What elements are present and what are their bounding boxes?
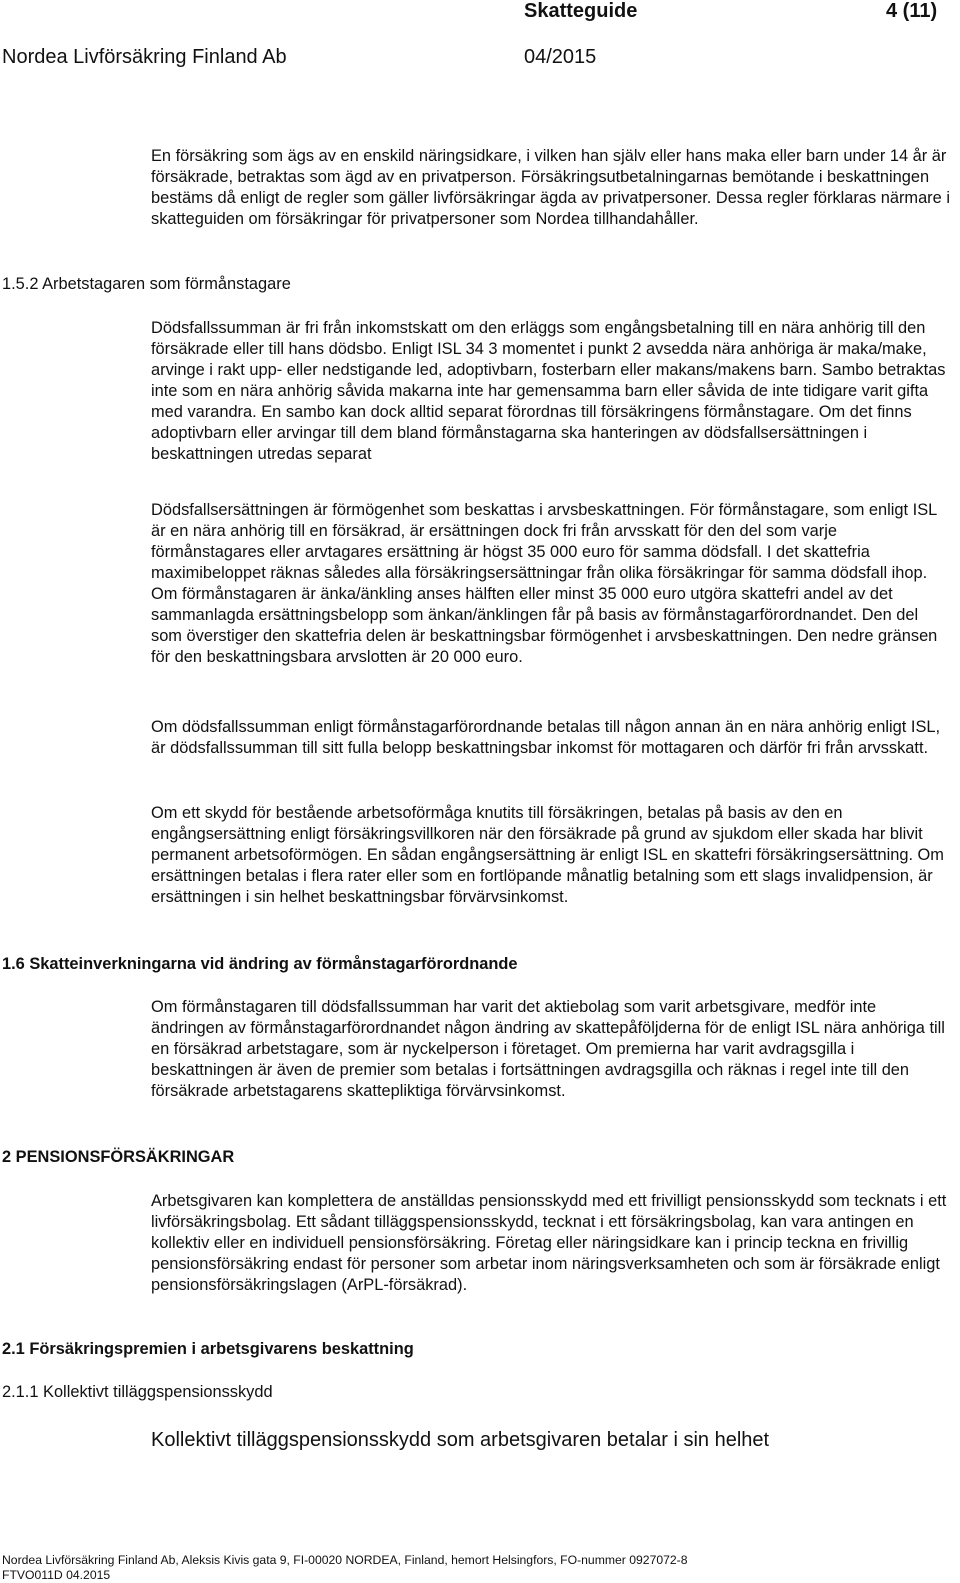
header-title: Skatteguide (524, 0, 638, 22)
heading-2-1-1: 2.1.1 Kollektivt tilläggspensionsskydd (2, 1383, 273, 1401)
paragraph-intro: En försäkring som ägs av en enskild näringsidkare, i vilken han själv eller hans maka eller barn under 14 år är försäkrade, betraktas som ägd av en privatperson. Försäkringsutbetalningarnas bemötande i beskattningen bestäms då enligt de regler som gäller livförsäkringar ägda av privatpersoner. Dessa regler förklaras närmare i skatteguiden om försäkringar för privatpersoner som Nordea tillhandahåller. (151, 147, 950, 228)
heading-1-5-2: 1.5.2 Arbetstagaren som förmånstagare (2, 275, 291, 293)
paragraph-5: Om förmånstagaren till dödsfallssumman har varit det aktiebolag som varit arbetsgivare, medför inte ändringen av förmånstagarförordnandet någon ändring av skattepåföljderna för de enligt ISL nära anhöriga till en försäkrad arbetstagare, som är nyckelperson i företaget. Om premierna har varit avdragsgilla i beskattningen är även de premier som betalas i fortsättningen avdragsgilla och räknas i regel inte till den försäkrade arbetstagarens skattepliktiga förvärvsinkomst. (151, 998, 945, 1100)
subsection-title: Kollektivt tilläggspensionsskydd som arbetsgivaren betalar i sin helhet (151, 1429, 770, 1451)
heading-1-6: 1.6 Skatteinverkningarna vid ändring av förmånstagarförordnande (2, 955, 518, 973)
header-company: Nordea Livförsäkring Finland Ab (2, 46, 287, 68)
heading-2: 2 PENSIONSFÖRSÄKRINGAR (2, 1148, 235, 1166)
paragraph-2: Dödsfallsersättningen är förmögenhet som beskattas i arvsbeskattningen. För förmånstagare, som enligt ISL är en nära anhörig till en försäkrad, är ersättningen dock fri från arvsskatt för den del som varje förmånstagares eller arvtagares ersättning är högst 35 000 euro för samma dödsfall. I det skattefria maximibeloppet räknas således alla försäkringsersättningar från olika försäkringar för samma dödsfall ihop. Om förmånstagaren är änka/änkling anses hälften eller minst 35 000 euro utgöra skattefri andel av det sammanlagda ersättningsbelopp som änkan/änklingen får på basis av förmånstagarförordnandet. Den del som överstiger den skattefria delen är beskattningsbar förmögenhet i arvsbeskattningen. Den nedre gränsen för den beskattningsbara arvslotten är 20 000 euro. (151, 501, 938, 666)
header-date: 04/2015 (524, 46, 597, 68)
heading-2-1: 2.1 Försäkringspremien i arbetsgivarens beskattning (2, 1340, 414, 1358)
paragraph-1: Dödsfallssumman är fri från inkomstskatt om den erläggs som engångsbetalning till en nära anhörig till den försäkrade eller till hans dödsbo. Enligt ISL 34 3 momentet i punkt 2 avsedda nära anhöriga är maka/make, arvinge i rakt upp- eller nedstigande led, adoptivbarn, fosterbarn eller makans/makens barn. Sambo betraktas inte som en nära anhörig såvida makarna inte har gemensamma barn eller såvida de inte tidigare varit gifta med varandra. En sambo kan dock alltid separat förordnas till försäkringens förmånstagare. Om det finns adoptivbarn eller arvingar till dem bland förmånstagarna ska hanteringen av dödsfallsersättningen i beskattningen utredas separat (151, 319, 946, 463)
paragraph-6: Arbetsgivaren kan komplettera de anställdas pensionsskydd med ett frivilligt pensionsskydd som tecknats i ett livförsäkringsbolag. Ett sådant tilläggspensionsskydd, tecknat i ett försäkringsbolag, kan vara antingen en kollektiv eller en individuell pensionsförsäkring. Företag eller näringsidkare kan i princip teckna en frivillig pensionsförsäkring endast för personer som arbetar inom näringsverksamheten och som är försäkrade enligt pensionsförsäkringslagen (ArPL-försäkrad). (151, 1192, 947, 1294)
footer-address: Nordea Livförsäkring Finland Ab, Aleksis Kivis gata 9, FI-00020 NORDEA, Finland, hemort Helsingfors, FO-nummer 0927072-8 (2, 1553, 688, 1567)
paragraph-4: Om ett skydd för bestående arbetsoförmåga knutits till försäkringen, betalas på basis av den en engångsersättning enligt försäkringsvillkoren när den försäkrade på grund av sjukdom eller skada har blivit permanent arbetsoförmögen. En sådan engångsersättning är enligt ISL en skattefri försäkringsersättning. Om ersättningen betalas i flera rater eller som en fortlöpande månatlig betalning som ett slags invalidpension, är ersättningen i sin helhet beskattningsbar förvärvsinkomst. (151, 804, 944, 906)
paragraph-3: Om dödsfallssumman enligt förmånstagarförordnande betalas till någon annan än en nära anhörig enligt ISL, är dödsfallssumman till sitt fulla belopp beskattningsbar inkomst för mottagaren och därför fri från arvsskatt. (151, 718, 941, 757)
footer-code: FTVO011D 04.2015 (2, 1568, 111, 1582)
page-number: 4 (11) (886, 0, 938, 22)
